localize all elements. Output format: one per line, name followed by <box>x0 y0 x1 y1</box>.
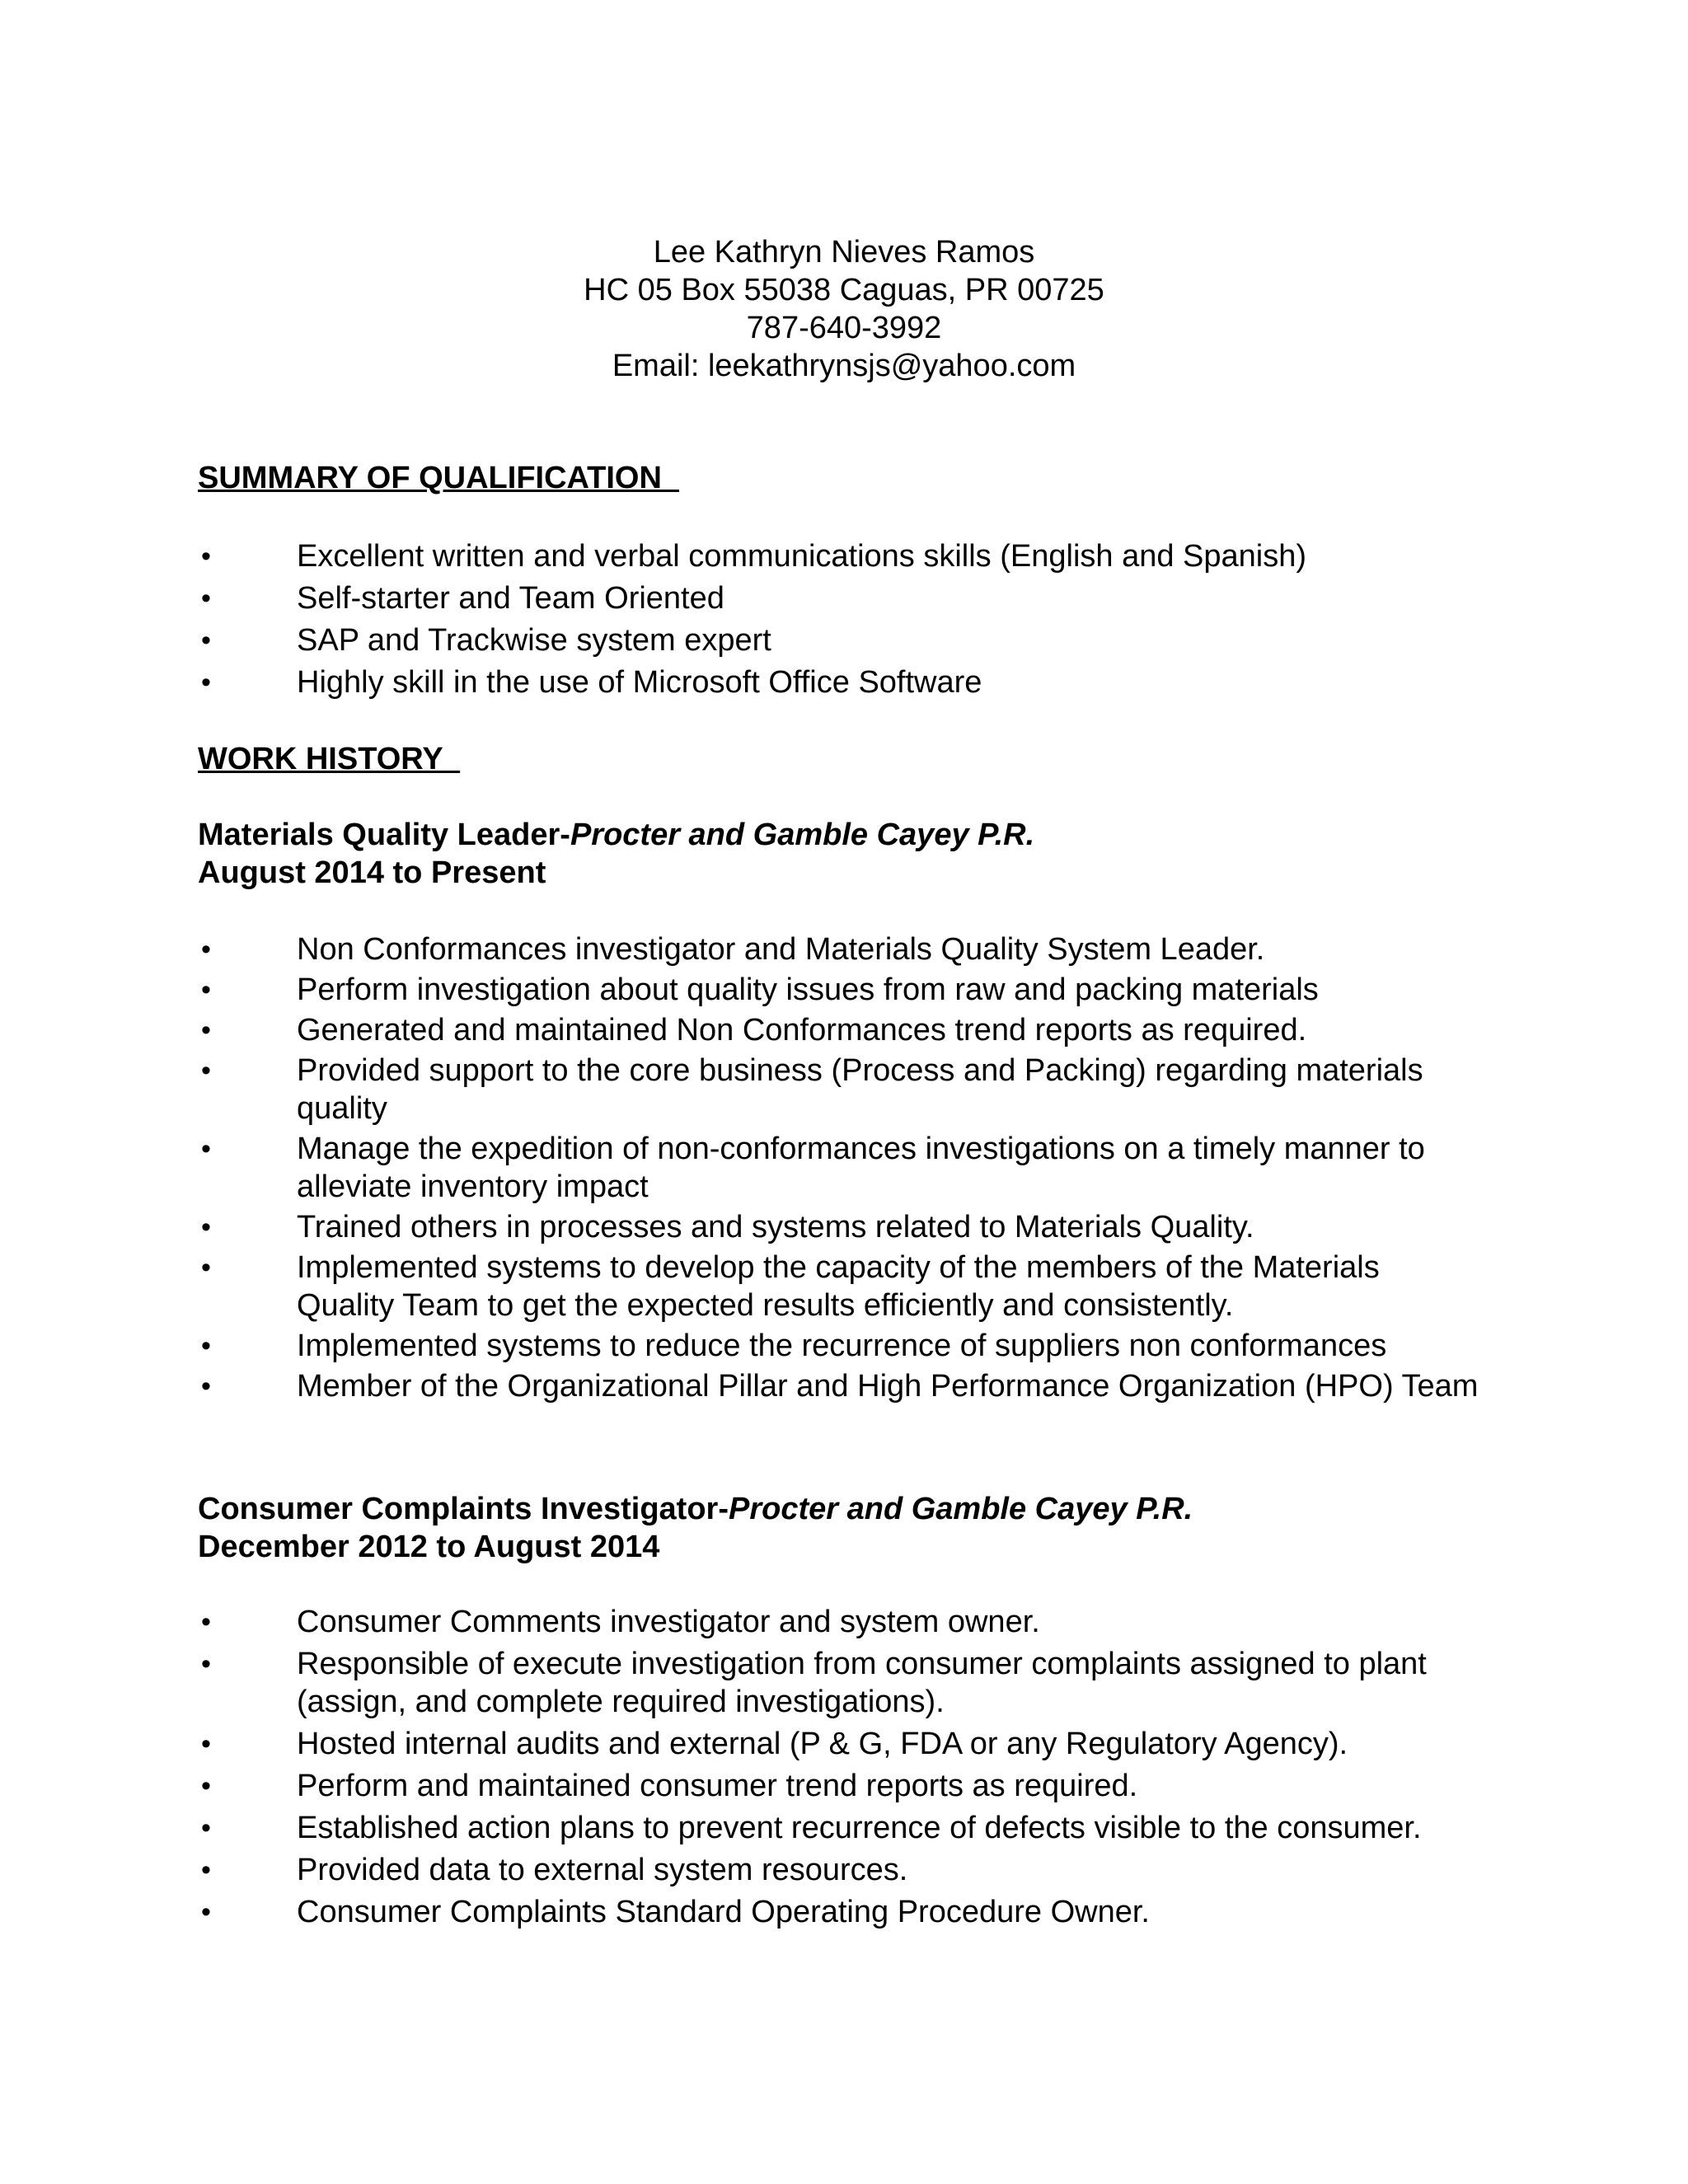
list-item-text: Implemented systems to reduce the recurrence of suppliers non conformances <box>297 1329 1387 1363</box>
bullet-icon: • <box>201 934 211 965</box>
list-item <box>198 621 1484 659</box>
job-2-header <box>198 1490 1193 1566</box>
list-item-text: Responsible of execute investigation from consumer complaints assigned to plant (assign, and complete required investigations). <box>297 1647 1427 1719</box>
applicant-address: HC 05 Box 55038 Caguas, PR 00725 <box>584 273 1104 307</box>
list-item-text: Non Conformances investigator and Materials Quality System Leader. <box>297 932 1265 967</box>
list-item-text: SAP and Trackwise system expert <box>297 623 771 658</box>
bullet-icon: • <box>201 1812 211 1844</box>
list-item <box>198 1893 1484 1931</box>
list-item <box>198 1851 1484 1889</box>
list-item <box>198 1130 1484 1206</box>
bullet-icon: • <box>201 1648 211 1680</box>
bullet-icon: • <box>201 667 211 698</box>
summary-list <box>198 537 1484 701</box>
bullet-icon: • <box>201 1330 211 1361</box>
list-item-text: Trained others in processes and systems related to Materials Quality. <box>297 1210 1254 1244</box>
list-item-text: Hosted internal audits and external (P & G, FDA or any Regulatory Agency). <box>297 1727 1348 1761</box>
list-item <box>198 579 1484 617</box>
list-item <box>198 1011 1484 1049</box>
applicant-name: Lee Kathryn Nieves Ramos <box>653 235 1035 269</box>
list-item <box>198 930 1484 968</box>
job-2-title-line <box>198 1490 1193 1528</box>
bullet-icon: • <box>201 583 211 614</box>
bullet-icon: • <box>201 1055 211 1086</box>
bullet-icon: • <box>201 1854 211 1886</box>
bullet-icon: • <box>201 974 211 1005</box>
summary-heading: SUMMARY OF QUALIFICATION <box>198 461 680 495</box>
list-item <box>198 1367 1484 1405</box>
list-item-text: Highly skill in the use of Microsoft Office Software <box>297 665 982 700</box>
list-item <box>198 1603 1484 1641</box>
applicant-email: Email: leekathrynsjs@yahoo.com <box>612 349 1076 383</box>
job-1-dates: August 2014 to Present <box>198 855 546 890</box>
job-2-title: Consumer Complaints Investigator- <box>198 1492 729 1526</box>
bullet-icon: • <box>201 1133 211 1165</box>
bullet-icon: • <box>201 1371 211 1402</box>
list-item-text: Consumer Complaints Standard Operating Procedure Owner. <box>297 1895 1150 1929</box>
applicant-phone: 787-640-3992 <box>746 311 942 345</box>
job-1-title-line <box>198 816 1034 854</box>
list-item <box>198 537 1484 575</box>
job-1-title: Materials Quality Leader- <box>198 818 570 852</box>
list-item <box>198 971 1484 1009</box>
list-item <box>198 1249 1484 1324</box>
work-history-heading: WORK HISTORY <box>198 742 461 776</box>
list-item-text: Provided support to the core business (Process and Packing) regarding materials quality <box>297 1053 1423 1126</box>
contact-header <box>0 233 1688 385</box>
list-item-text: Perform and maintained consumer trend reports as required. <box>297 1769 1138 1803</box>
list-item-text: Perform investigation about quality issues from raw and packing materials <box>297 972 1319 1007</box>
bullet-icon: • <box>201 1212 211 1243</box>
job-1-header <box>198 816 1034 892</box>
list-item-text: Generated and maintained Non Conformances trend reports as required. <box>297 1013 1307 1047</box>
job-2-company: Procter and Gamble Cayey P.R. <box>728 1492 1193 1526</box>
bullet-icon: • <box>201 1728 211 1760</box>
list-item-text: Excellent written and verbal communications skills (English and Spanish) <box>297 539 1307 574</box>
list-item <box>198 1645 1484 1721</box>
bullet-icon: • <box>201 625 211 656</box>
list-item-text: Provided data to external system resources. <box>297 1853 908 1887</box>
list-item-text: Consumer Comments investigator and system owner. <box>297 1605 1040 1639</box>
list-item <box>198 1208 1484 1246</box>
list-item-text: Member of the Organizational Pillar and High Performance Organization (HPO) Team <box>297 1369 1479 1404</box>
list-item <box>198 1767 1484 1805</box>
job-1-duties <box>198 930 1484 1405</box>
bullet-icon: • <box>201 541 211 572</box>
bullet-icon: • <box>201 1606 211 1638</box>
list-item <box>198 1725 1484 1763</box>
bullet-icon: • <box>201 1896 211 1928</box>
bullet-icon: • <box>201 1015 211 1046</box>
bullet-icon: • <box>201 1770 211 1802</box>
list-item <box>198 1052 1484 1127</box>
job-1-company: Procter and Gamble Cayey P.R. <box>570 818 1035 852</box>
list-item-text: Manage the expedition of non-conformances investigations on a timely manner to alleviate inventory impact <box>297 1132 1425 1204</box>
job-2-dates: December 2012 to August 2014 <box>198 1530 660 1564</box>
job-2-duties <box>198 1603 1484 1931</box>
list-item <box>198 1809 1484 1847</box>
list-item-text: Implemented systems to develop the capacity of the members of the Materials Quality Team to get the expected results efficiently and consistently. <box>297 1250 1380 1323</box>
bullet-icon: • <box>201 1252 211 1283</box>
list-item <box>198 663 1484 701</box>
list-item-text: Self-starter and Team Oriented <box>297 581 724 616</box>
list-item <box>198 1327 1484 1365</box>
list-item-text: Established action plans to prevent recurrence of defects visible to the consumer. <box>297 1811 1422 1845</box>
